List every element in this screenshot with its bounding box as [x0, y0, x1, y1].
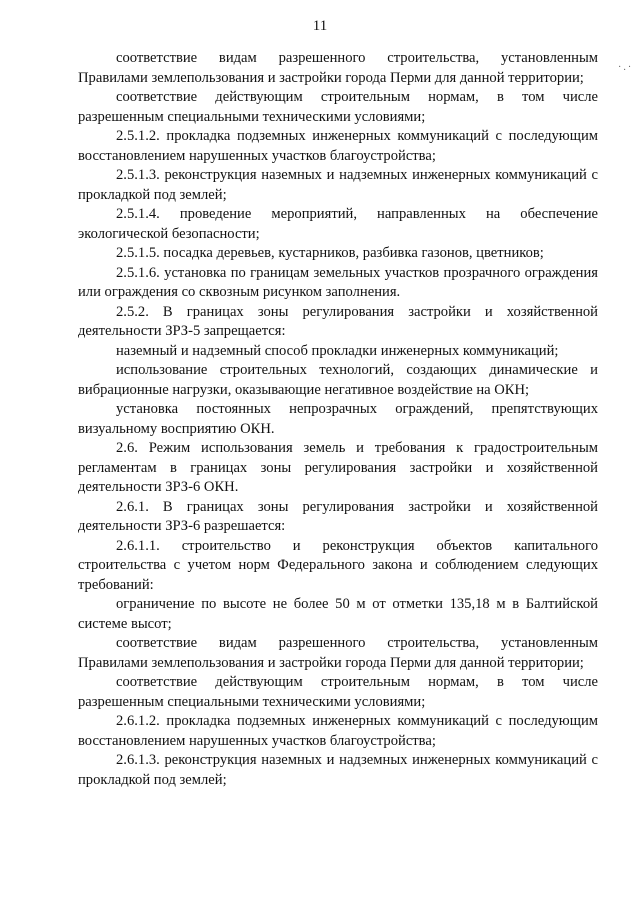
- paragraph: использование строительных технологий, создающих динамические и вибрационные нагрузки, оказывающие негативное воздействие на ОКН;: [78, 362, 598, 398]
- paragraph: 2.5.1.6. установка по границам земельных участков прозрачного ограждения или ограждения со сквозным рисунком заполнения.: [78, 264, 598, 300]
- paragraph: 2.5.1.2. прокладка подземных инженерных коммуникаций с последующим восстановлением нарушенных участков благоустройства;: [78, 128, 598, 164]
- paragraph: 2.5.1.5. посадка деревьев, кустарников, разбивка газонов, цветников;: [116, 245, 544, 261]
- document-body: [78, 49, 598, 790]
- page-number: 11: [312, 18, 328, 34]
- paragraph: соответствие действующим строительным нормам, в том числе разрешенным специальными техническими условиями;: [78, 89, 598, 125]
- paragraph: соответствие видам разрешенного строительства, установленным Правилами землепользования и застройки города Перми для данной территории;: [78, 50, 598, 86]
- paragraph: ограничение по высоте не более 50 м от отметки 135,18 м в Балтийской системе высот;: [78, 596, 598, 632]
- paragraph: 2.6.1.3. реконструкция наземных и надземных инженерных коммуникаций с прокладкой под землей;: [78, 752, 598, 788]
- paragraph: 2.6. Режим использования земель и требования к градостроительным регламентам в границах зоны регулирования застройки и хозяйственной деятельности ЗРЗ-6 ОКН.: [78, 440, 598, 495]
- paragraph: наземный и надземный способ прокладки инженерных коммуникаций;: [116, 342, 559, 359]
- paragraph: 2.5.2. В границах зоны регулирования застройки и хозяйственной деятельности ЗРЗ-5 запрещается:: [78, 303, 598, 339]
- paragraph: соответствие видам разрешенного строительства, установленным Правилами землепользования и застройки города Перми для данной территории;: [78, 635, 598, 671]
- paragraph: 2.5.1.4. проведение мероприятий, направленных на обеспечение экологической безопасности;: [78, 206, 598, 242]
- paragraph: 2.6.1. В границах зоны регулирования застройки и хозяйственной деятельности ЗРЗ-6 разрешается:: [78, 498, 598, 534]
- paragraph: 2.6.1.1. строительство и реконструкция объектов капитального строительства с учетом норм Федерального закона и соблюдением следующих требований:: [78, 537, 598, 593]
- paragraph: соответствие действующим строительным нормам, в том числе разрешенным специальными техническими условиями;: [78, 674, 598, 710]
- scan-artifact: ·.·: [618, 62, 634, 73]
- paragraph: 2.6.1.2. прокладка подземных инженерных коммуникаций с последующим восстановлением нарушенных участков благоустройства;: [78, 713, 598, 749]
- paragraph: установка постоянных непрозрачных ограждений, препятствующих визуальному восприятию ОКН.: [78, 401, 598, 437]
- paragraph: 2.5.1.3. реконструкция наземных и надземных инженерных коммуникаций с прокладкой под землей;: [78, 167, 598, 203]
